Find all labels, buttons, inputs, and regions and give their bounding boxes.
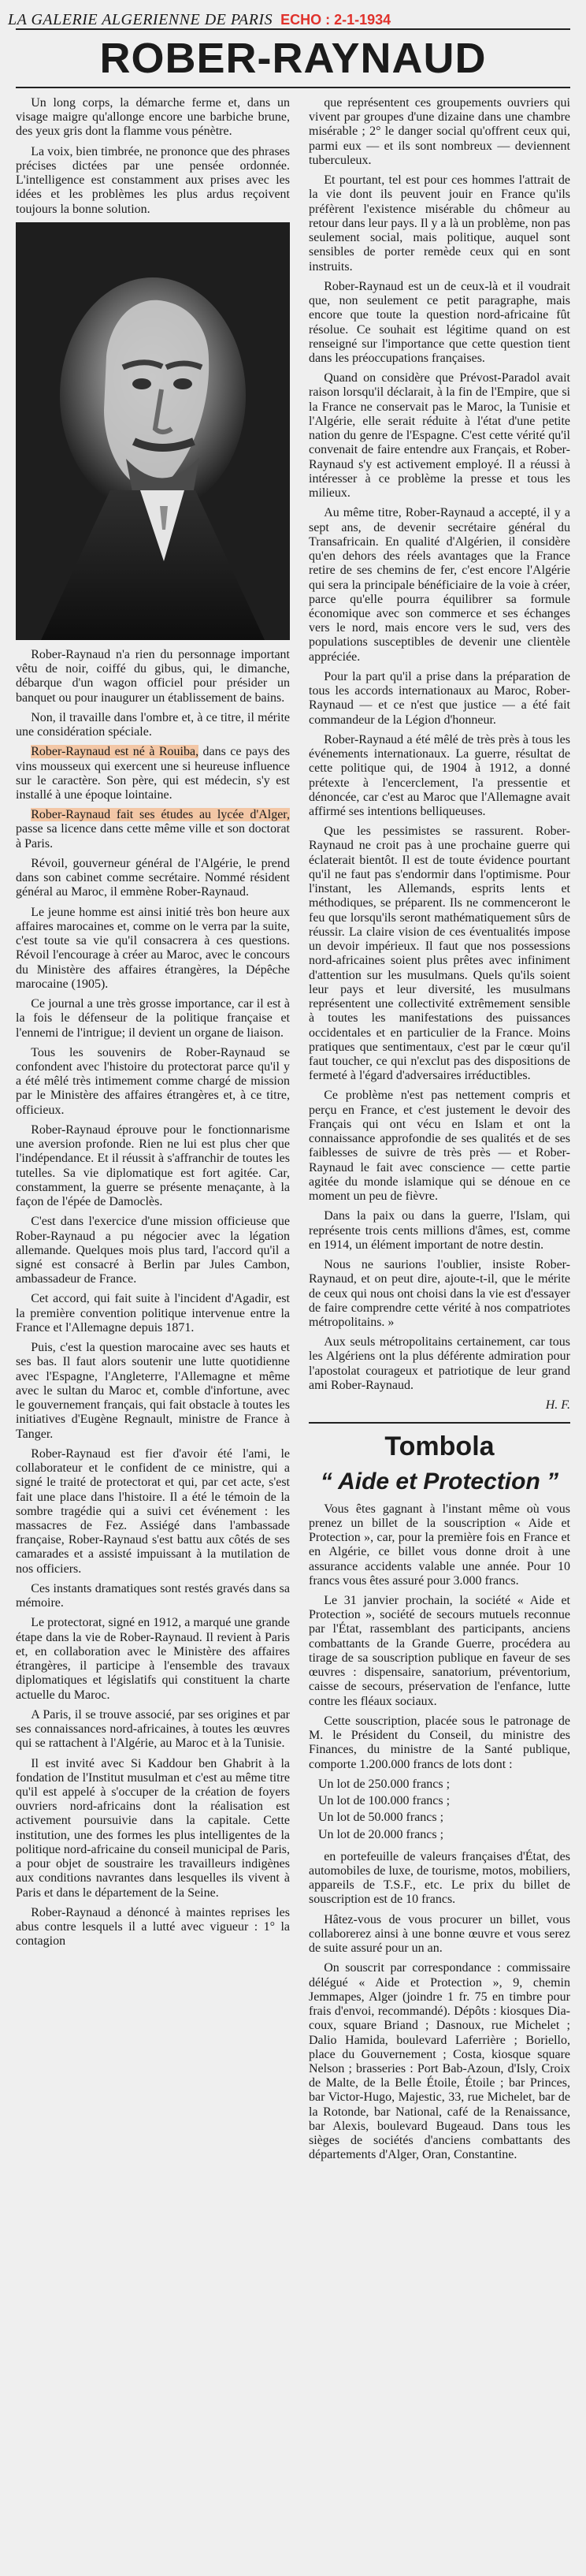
tombola-p2: Le 31 janvier prochain, la société « Aide et Protection », société de secours mutuels reconnue par l'État, rassemblant des participants, anciens combattants de la Grande Guerre, procédera au tirage de sa souscription publique en faveur de ses œuvres : dispensaire, sanatorium, préventorium, caisse de secours, préservation de l'enfance, lutte contre les fléaux sociaux. (309, 1593, 570, 1708)
right-p5: Au même titre, Rober-Raynaud a accepté, il y a sept ans, de devenir secrétaire général du Transafricain. En qualité d'Algérien, il considère qu'en dehors des réels avantages que la France retire de ses chemins de fer, c'est encore l'Algérie qui sera la principale bénéficiaire de la voie à créer, parce qu'elle pourra équilibrer sa formule économique avec son commerce et ses échanges vers le nord, mais encore vers le sud, vers des populations susceptibles de devenir une clientèle appréciée. (309, 506, 570, 664)
right-p1: que représentent ces groupements ouvriers qui vivent par groupes d'une dizaine dans une chambre misérable ; 2° le danger social qu'offrent ceux qui, parmi eux — et ils sont nombreux — deviennent tuberculeux. (309, 96, 570, 167)
tombola-p4: en portefeuille de valeurs françaises d'État, des automobiles de luxe, de tourisme, motos, mobiliers, appareils de T.S.F., etc. Le prix du billet de souscription est de 10 francs. (309, 1849, 570, 1907)
left-p1: Un long corps, la démarche ferme et, dans un visage maigre qu'allonge encore une barbiche brune, des yeux gris dont la flamme vous pénètre. (16, 96, 290, 139)
lot-item: Un lot de 250.000 francs ; (318, 1777, 451, 1791)
tombola-p6: On souscrit par correspondance : commissaire délégué « Aide et Protection », 9, chemin Jemmapes, Alger (joindre 1 fr. 75 en timbre pour frais d'envoi, recommandé). Dépôts : kiosques Dia-coux, square Briand ; Dasnoux, rue Michelet ; Dalio Hamida, boulevard Laferrière ; Boriello, place du Gouvernement ; Costa, kiosque square Nelson ; brasseries : Port Bab-Azoun, d'Isly, Croix de Malte, de la Belle Étoile, Étoile ; bar Princes, bar Victor-Hugo, Majestic, 33, rue Michelet, bar de la Rotonde, bar National, café de la Renaissance, bar Alexis, boulevard Bugeaud. Dans tous les sièges de sociétés d'anciens combattants des départements d'Alger, Oran, Constantine. (309, 1961, 570, 2162)
headline (16, 28, 570, 88)
tombola-p3: Cette souscription, placée sous le patronage de M. le Président du Conseil, du ministre des Finances, du ministre de la Santé publique, comporte 1.200.000 francs de lots dont : (309, 1714, 570, 1771)
left-p5-rest: dans ce pays des vins mousseux qui exercent une si heureuse influence sur le caractère. Son père, qui est médecin, s'y est installé à une époque lointaine. (16, 745, 290, 802)
tombola-p5: Hâtez-vous de vous procurer un billet, vous collaborerez ainsi à une bonne œuvre et vous serez de suite assuré pour un an. (309, 1912, 570, 1956)
left-p6-rest: passe sa licence dans cette même ville et son doctorat à Paris. (16, 822, 290, 851)
left-p12: C'est dans l'exercice d'une mission officieuse que Rober-Raynaud a pu négocier avec la légation allemande. Quelques mois plus tard, l'accord qu'il a signé est consacré à Berlin par Jules Cambon, ambassadeur de France. (16, 1215, 290, 1286)
right-p10: Dans la paix ou dans la guerre, l'Islam, qui représente trois cents millions d'âmes, est, comme en 1914, un élément important de notre destin. (309, 1209, 570, 1252)
lot-item: Un lot de 50.000 francs ; (318, 1811, 444, 1825)
left-p8: Le jeune homme est ainsi initié très bon heure aux affaires marocaines et, comme on le verra par la suite, c'est toute sa vie qu'il consacrera à ces questions. Révoil l'encourage à créer au Maroc, avec le concours du Ministère des affaires étrangères, la Dépêche marocaine (1905). (16, 905, 290, 991)
left-p20: Rober-Raynaud a dénoncé à maintes reprises les abus contre lesquels il a lutté avec vigueur : 1° la contagion (16, 1905, 290, 1949)
tombola-subtitle: “ Aide et Protection ” (320, 1469, 559, 1495)
right-p4: Quand on considère que Prévost-Paradol avait raison lorsqu'il déclarait, à la fin de l'Empire, que si la France ne conservait pas le Maroc, la Tunisie et l'Algérie, elle serait réduite à l'état d'une petite nation du genre de l'Espagne. C'est cette vérité qu'il convenait de faire entendre aux Français, et Rober-Raynaud s'y est activement employé. Il a réussi à intéresser à ce problème la presse et tous les milieux. (309, 371, 570, 501)
right-column (309, 96, 570, 2568)
right-p11: Nous ne saurions l'oublier, insiste Rober-Raynaud, et on peut dire, ajoute-t-il, que le mérite de ceux qui nous ont choisi dans la vie est d'essayer de faire comprendre cette vérité à nos compatriotes métropolitains. » (309, 1258, 570, 1329)
lot-item: Un lot de 20.000 francs ; (318, 1827, 444, 1841)
right-p7: Rober-Raynaud a été mêlé de très près à tous les événements internationaux. La guerre, résultat de cette politique qui, de 1904 à 1912, a donné prétexte à l'encerclement, l'a pressentie et dénoncée, car c'est au Maroc que l'Allemagne avait affirmé ses intentions belliqueuses. (309, 732, 570, 819)
gazette-title: LA GALERIE ALGERIENNE DE PARIS (8, 11, 273, 28)
left-p17: Le protectorat, signé en 1912, a marqué une grande étape dans la vie de Rober-Raynaud. Il revient à Paris et, en collaboration avec le Ministère des affaires étrangères, il participe à l'ensemble des travaux diplomatiques et législatifs qui constituent la charte actuelle du Maroc. (16, 1616, 290, 1702)
left-column (16, 96, 290, 2568)
left-p6 (16, 808, 290, 851)
left-p16: Ces instants dramatiques sont restés gravés dans sa mémoire. (16, 1581, 290, 1610)
left-p2: La voix, bien timbrée, ne prononce que des phrases précises dictées par une pensée ordonnée. L'intelligence est constamment aux prises avec les idées et les problèmes les plus ardus reçoivent toujours la bonne solution. (16, 144, 290, 216)
echo-date: ECHO : 2-1-1934 (280, 12, 391, 28)
left-p15: Rober-Raynaud est fier d'avoir été l'ami, le collaborateur et le confident de ce ministre, qui a signé le traité de protectorat et qui, par cet acte, s'est fait une place dans l'histoire. Il a été le témoin de la sombre tragédie qui a suivi cet événement : les massacres de Fez. Assiégé dans l'ambassade française, Rober-Raynaud s'est battu aux côtés de ses camarades et a assisté impuissant à la mutilation de nos officiers. (16, 1446, 290, 1576)
right-p9: Ce problème n'est pas nettement compris et perçu en France, et c'est justement le devoir des Français qui ont vécu en Islam et ont la connaissance approfondie de ses qualités et de ses faiblesses de suivre de très près — et Rober-Raynaud le fait avec conscience — cette partie agitée du monde islamique qui se dénoue en ce moment un peu de fièvre. (309, 1089, 570, 1204)
left-p19: Il est invité avec Si Kaddour ben Ghabrit à la fondation de l'Institut musulman et c'est au même titre qu'il est appelé à s'occuper de la création de foyers ouvriers nord-africains dont la réalisation est activement poursuivie dans la capitale. Cette institution, une des formes les plus intelligentes de la politique nord-africaine du conseil municipal de Paris, a pour objet de soustraire les travailleurs indigènes aux conditions navrantes dans lesquelles ils vivent à Paris et dans le département de la Seine. (16, 1756, 290, 1900)
lot-item: Un lot de 100.000 francs ; (318, 1794, 451, 1808)
left-p14: Puis, c'est la question marocaine avec ses hauts et ses bas. Il faut alors soutenir une lutte quotidienne avec l'Espagne, l'Angleterre, l'Allemagne et même avec le sultan du Maroc et, comble d'infortune, avec le gouvernement français, qui fait obstacle à toutes les initiatives d'Eugène Regnault, ministre de France à Tanger. (16, 1341, 290, 1441)
birthplace-highlight: Rober-Raynaud est né à Rouiba, (31, 745, 199, 759)
left-p11: Rober-Raynaud éprouve pour le fonctionnarisme une aversion profonde. Rien ne lui est plus cher que l'indépendance. Et il réussit à s'affranchir de toutes les tutelles. Sa vie diplomatique est fort agitée. Car, constamment, la guerre se présente menaçante, à la façon de l'épée de Damoclès. (16, 1122, 290, 1209)
left-p9: Ce journal a une très grosse importance, car il est à la fois le défenseur de la politique française et l'ennemi de l'intrigue; il devient un organe de liaison. (16, 997, 290, 1040)
studies-highlight: Rober-Raynaud fait ses études au lycée d'Alger, (31, 808, 290, 822)
left-p7: Révoil, gouverneur général de l'Algérie, le prend dans son cabinet comme secrétaire. Nommé résident général au Maroc, il emmène Rober-Raynaud. (16, 856, 290, 899)
tombola-title: Tombola (384, 1431, 495, 1462)
left-p10: Tous les souvenirs de Rober-Raynaud se confondent avec l'histoire du protectorat parce qu'il y a été mêlé très intimement comme chargé de mission par le Ministère des affaires étrangères et, à ce titre, officieux. (16, 1045, 290, 1117)
article-title: ROBER-RAYNAUD (99, 35, 487, 82)
section-divider (309, 1422, 570, 1424)
tombola-p1: Vous êtes gagnant à l'instant même où vous prenez un billet de la souscription « Aide et Protection », car, pour la première fois en France et en Algérie, ce billet vous donne droit à une assurance accidents valable une année. Pour 10 francs vous êtes assuré pour 3.000 francs. (309, 1502, 570, 1588)
left-p3: Rober-Raynaud n'a rien du personnage important vêtu de noir, coiffé du gibus, qui, le dimanche, débarque d'un wagon officiel pour présider un banquet ou pour inaugurer un établissement de bains. (16, 647, 290, 705)
left-p4: Non, il travaille dans l'ombre et, à ce titre, il mérite une considération spéciale. (16, 710, 290, 739)
left-p5 (16, 745, 290, 802)
portrait-photo (16, 222, 290, 640)
article-signature: H. F. (545, 1398, 570, 1413)
right-p12: Aux seuls métropolitains certainement, car tous les Algériens ont la plus déférente admiration pour l'apostolat courageux et patriotique de leur grand ami Rober-Raynaud. (309, 1335, 570, 1392)
left-p13: Cet accord, qui fait suite à l'incident d'Agadir, est la première convention politique intervenue entre la France et l'Allemagne depuis 1871. (16, 1292, 290, 1335)
portrait-svg (16, 222, 290, 640)
right-p8: Que les pessimistes se rassurent. Rober-Raynaud ne croit pas à une prochaine guerre qui éclaterait bientôt. Il est de toute évidence pourtant qu'il ne faut pas s'endormir dans l'optimisme. Pour l'instant, les Allemands, esprits lents et méthodiques, se préparent. Ils ne commenceront le feu que lorsqu'ils seront mathématiquement sûrs de réussir. La claire vision de ces éventualités impose un devoir impérieux. Il faut que nos possessions nord-africaines soient plus prêtes avec infiniment d'attention sur les musulmans. Quels qu'ils soient leur pays et leur diversité, les musulmans représentent une collectivité extrêmement sensible à toutes les manifestations des puissances occidentales et en particulier de la France. Moins pratiques que sentimentaux, c'est par le cœur qu'il faut toucher, ce qui n'exclut pas des dispositions de fermeté à l'égard d'adversaires irréductibles. (309, 825, 570, 1083)
right-p2: Et pourtant, tel est pour ces hommes l'attrait de la vie dont ils peuvent jouir en France qu'ils préfèrent l'existence misérable du chômeur au retour dans leur pays. Il y a là un problème, non pas seulement social, mais politique, auquel sont sensibles de porter remède ceux qui en sont instruits. (309, 173, 570, 274)
right-p3: Rober-Raynaud est un de ceux-là et il voudrait que, non seulement ce petit paragraphe, mais encore que toute la question nord-africaine fût résolue. Ce souhait est légitime quand on est renseigné sur l'importance que cette question tient dans les préoccupations françaises. (309, 279, 570, 365)
left-p18: A Paris, il se trouve associé, par ses origines et par ses connaissances nord-africaines, à toutes les œuvres qui se rattachent à l'Algérie, au Maroc et à la Tunisie. (16, 1707, 290, 1751)
right-p6: Pour la part qu'il a prise dans la préparation de tous les accords internationaux au Maroc, Rober-Raynaud — et ce n'est que justice — a été fait commandeur de la Légion d'honneur. (309, 669, 570, 727)
lots-list (309, 1778, 570, 1842)
